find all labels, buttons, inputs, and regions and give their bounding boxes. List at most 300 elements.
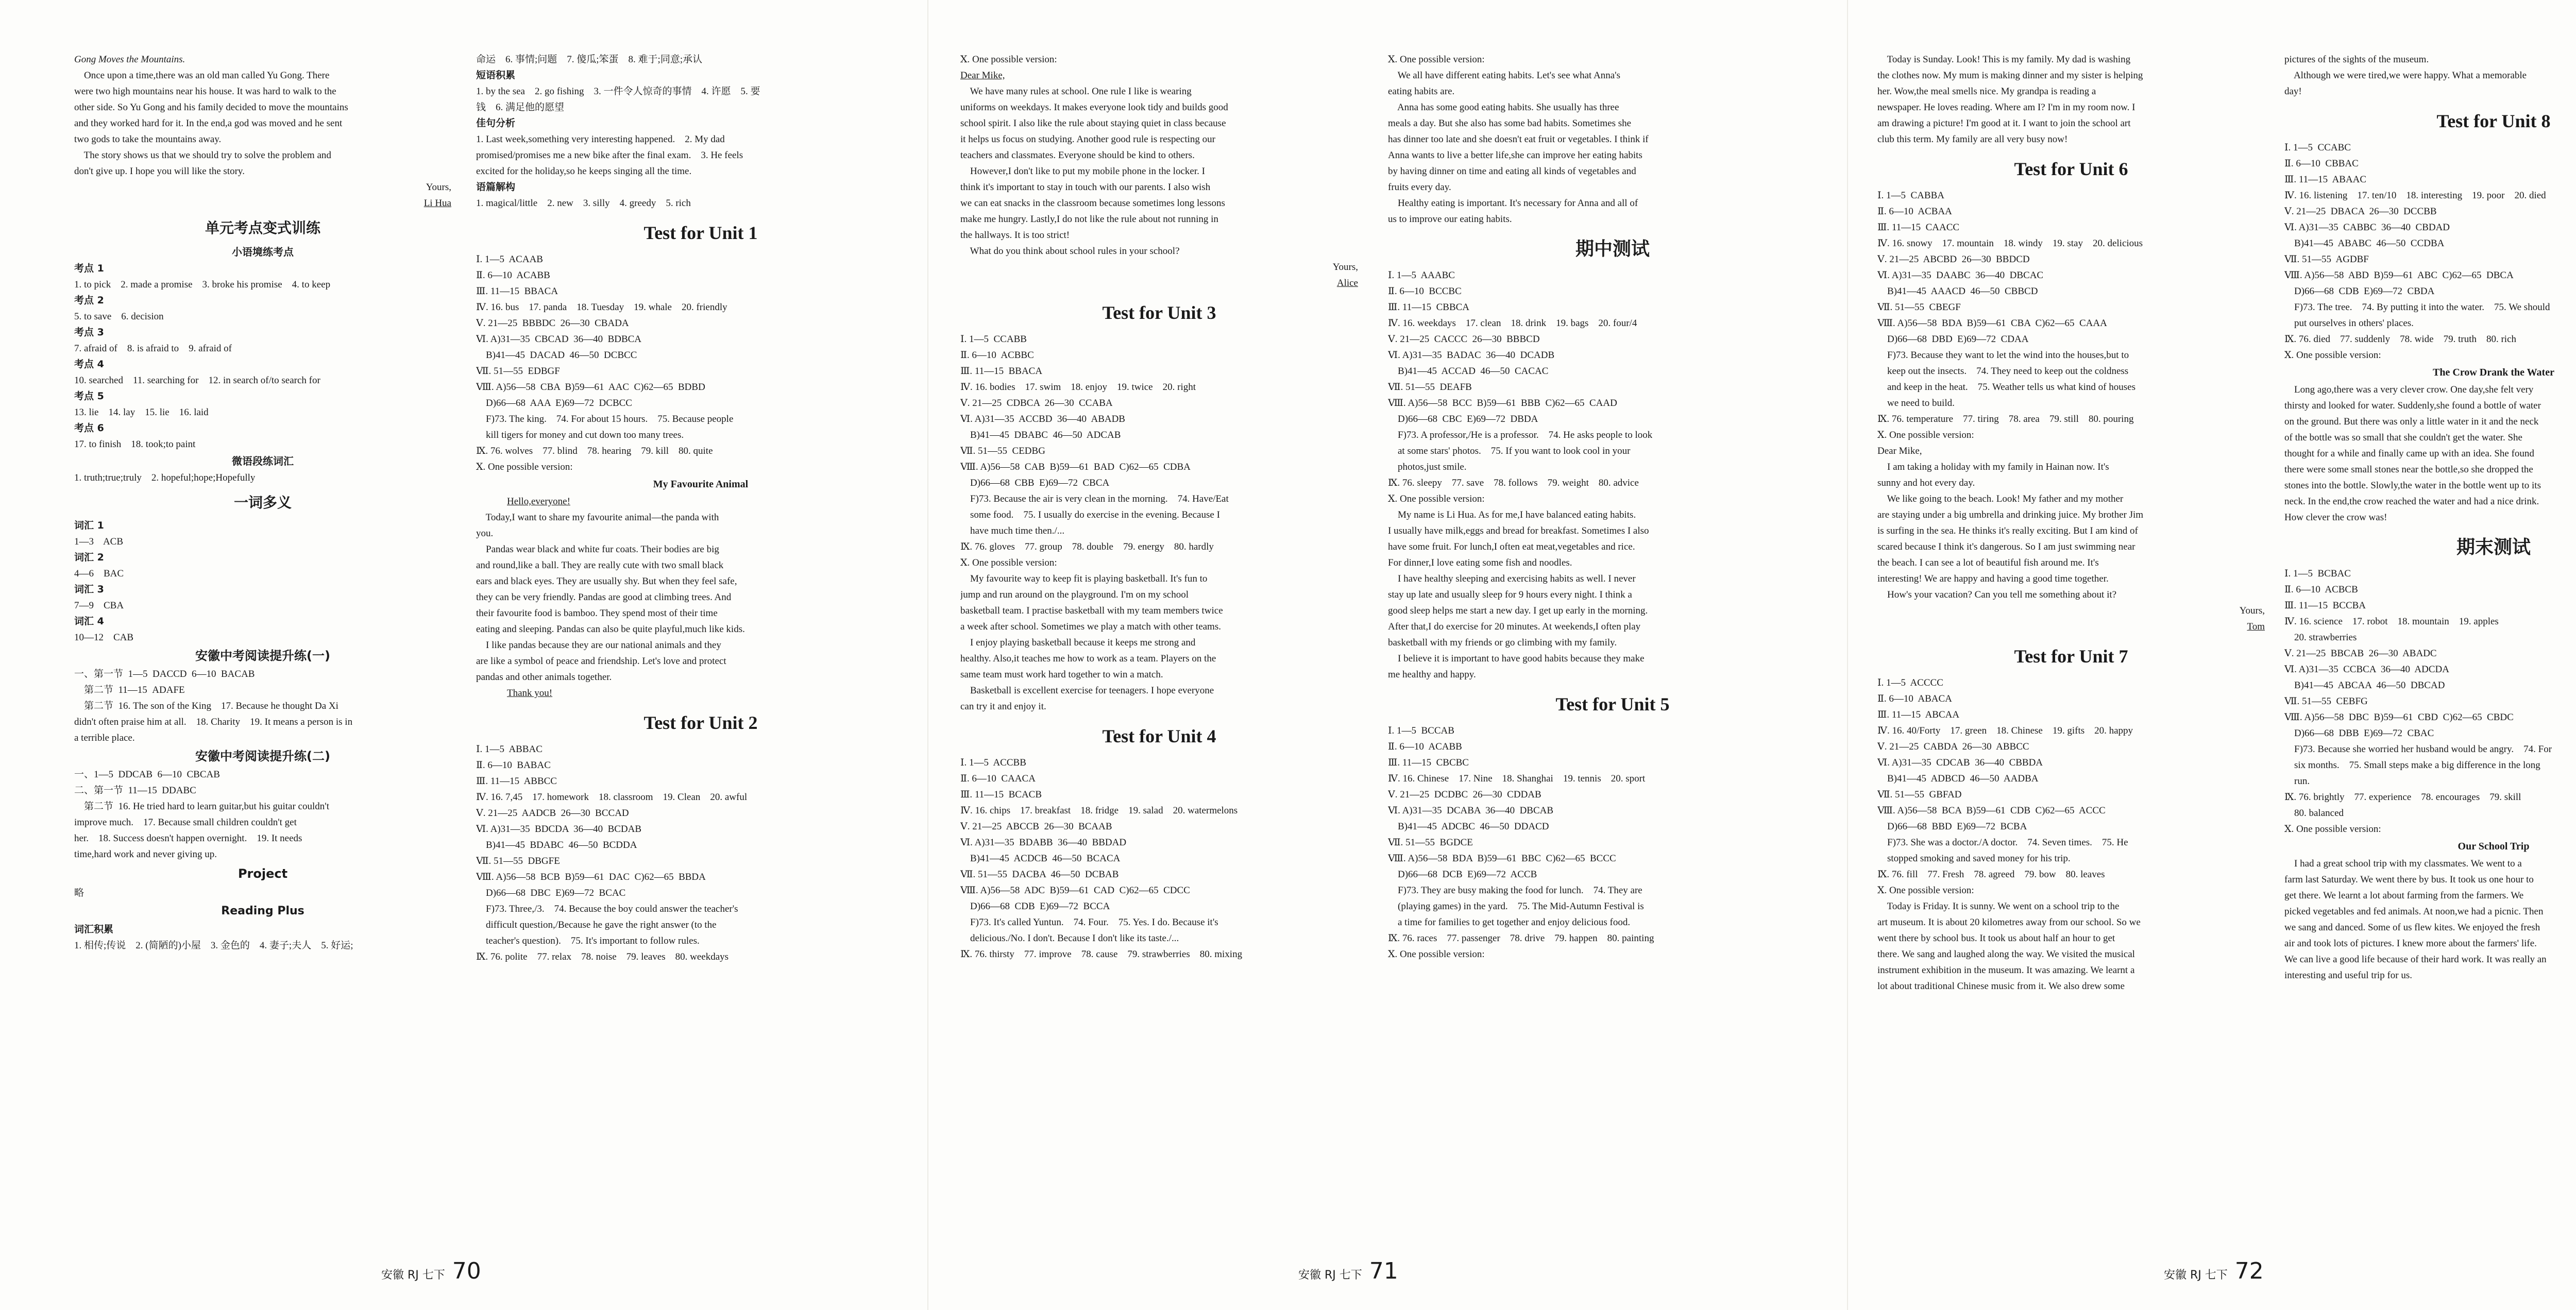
text-line: healthy. Also,it teaches me how to work as a team. Players on the xyxy=(960,653,1216,664)
text-line: Ⅸ. 76. polite 77. relax 78. noise 79. leaves 80. weekdays xyxy=(476,951,729,962)
text-line: Ⅱ. 6—10 BABAC xyxy=(476,760,551,771)
text-line: Ⅶ. 51—55 CEDBG xyxy=(960,446,1045,456)
text-line: Ⅵ. A)31—35 DAABC 36—40 DBCAC xyxy=(1877,270,2044,281)
text-line: there were some small stones near the bottle,so she dropped the xyxy=(2284,464,2533,475)
test-unit-2-answers xyxy=(476,741,925,965)
test-unit-4-title: Test for Unit 4 xyxy=(1102,726,1216,746)
text-line: B)41—45 ABCAA 46—50 DBCAD xyxy=(2284,680,2445,691)
text-line: thought for a while and finally came up with an idea. She found xyxy=(2284,448,2534,459)
text-line: art museum. It is about 20 kilometres away from our school. So we xyxy=(1877,917,2141,928)
text-line: Ⅱ. 6—10 CAACA xyxy=(960,773,1036,784)
text-line: 20. strawberries xyxy=(2284,632,2357,643)
text-line: by having dinner on time and eating all kinds of vegetables and xyxy=(1388,166,1636,177)
text-line: Ⅳ. 16. snowy 17. mountain 18. windy 19. stay 20. delicious xyxy=(1877,238,2143,249)
text-line: Ⅲ. 11—15 CBCBC xyxy=(1388,757,1469,768)
text-line: Ⅵ. A)31—35 DCABA 36—40 DBCAB xyxy=(1388,805,1554,816)
text-line: has dinner too late and she doesn't eat fruit or vegetables. I think if xyxy=(1388,134,1649,145)
test-unit-4-answers xyxy=(960,755,1358,962)
text-line: F)73. The tree. 74. By putting it into the water. 75. We should xyxy=(2284,302,2550,313)
essay-favourite-animal xyxy=(476,509,925,685)
text-line: 词汇积累 xyxy=(74,924,114,935)
text-line: at some stars' photos. 75. If you want to look cool in your xyxy=(1388,446,1631,456)
text-line: her. 18. Success doesn't happen overnight. 19. It needs xyxy=(74,833,302,844)
text-line: newspaper. He loves reading. Where am I? I'm in my room now. I xyxy=(1877,102,2136,113)
text-line: Ⅹ. One possible version: xyxy=(1388,494,1485,504)
sign-name: Tom xyxy=(2247,621,2265,632)
text-line: Pandas wear black and white fur coats. Their bodies are big xyxy=(476,544,719,555)
text-line: Ⅳ. 16. bodies 17. swim 18. enjoy 19. twice 20. right xyxy=(960,382,1196,393)
page-footer-71 xyxy=(1298,1258,1398,1294)
text-line: 1—3 ACB xyxy=(74,536,124,547)
text-line: instrument exhibition in the museum. It was amazing. We learnt a xyxy=(1877,965,2135,976)
text-line: difficult question,/Because he gave the right answer (to the xyxy=(476,920,717,930)
text-line: Ⅲ. 11—15 BBACA xyxy=(960,366,1043,377)
page-footer-70 xyxy=(381,1258,481,1294)
text-line: F)73. The king. 74. For about 15 hours. 75. Because people xyxy=(476,414,734,424)
text-line: Ⅴ. 21—25 ABCBD 26—30 BBDCD xyxy=(1877,254,2030,265)
text-line: 二、第一节 11—15 DDABC xyxy=(74,785,196,796)
text-line: uniforms on weekdays. It makes everyone look tidy and builds good xyxy=(960,102,1228,113)
text-line: don't give up. I hope you will like the story. xyxy=(74,166,245,177)
text-line: B)41—45 ACCAD 46—50 CACAC xyxy=(1388,366,1549,377)
text-line: 13. lie 14. lay 15. lie 16. laid xyxy=(74,407,209,418)
text-line: B)41—45 BDABC 46—50 BCDDA xyxy=(476,840,637,850)
footer-label: 安徽 RJ 七下 xyxy=(2164,1269,2228,1282)
text-line: their favourite food is bamboo. They spend most of their time xyxy=(476,608,718,619)
text-line: Ⅹ. One possible version: xyxy=(1877,430,1974,440)
text-line: 1. Last week,something very interesting happened. 2. My dad xyxy=(476,134,725,145)
text-line: didn't often praise him at all. 18. Charity 19. It means a person is in xyxy=(74,717,353,727)
text-line: photos,just smile. xyxy=(1388,462,1467,472)
text-line: 词汇 4 xyxy=(74,616,104,627)
text-line: a week after school. Sometimes we play a match with other teams. xyxy=(960,621,1221,632)
text-line: am drawing a picture! I'm good at it. I want to join the school art xyxy=(1877,118,2131,129)
text-line: good sleep helps me start a new day. I get up early in the morning. xyxy=(1388,605,1648,616)
subtitle-weiyu: 微语段练词汇 xyxy=(232,455,294,467)
text-line: We all have different eating habits. Let's see what Anna's xyxy=(1388,70,1620,81)
unit-title: 单元考点变式训练 xyxy=(205,219,320,236)
text-line: 5. to save 6. decision xyxy=(74,311,164,322)
text-line: on the ground. But there was only a little water in it and the neck xyxy=(2284,416,2539,427)
text-line: However,I don't like to put my mobile phone in the locker. I xyxy=(960,166,1205,177)
text-line: school spirit. I also like the rule about staying quiet in class because xyxy=(960,118,1226,129)
text-line: Ⅰ. 1—5 CABBA xyxy=(1877,190,1944,201)
text-line: The story shows us that we should try to solve the problem and xyxy=(74,150,331,161)
text-line: Ⅶ. 51—55 DBGFE xyxy=(476,856,560,866)
text-line: Ⅵ. A)31—35 ACCBD 36—40 ABADB xyxy=(960,414,1125,424)
text-line: Healthy eating is important. It's necessary for Anna and all of xyxy=(1388,198,1638,209)
text-line: F)73. A professor,/He is a professor. 74. He asks people to look xyxy=(1388,430,1653,440)
text-line: Today is Friday. It is sunny. We went on a school trip to the xyxy=(1877,901,2120,912)
text-line: 第二节 16. He tried hard to learn guitar,but his guitar couldn't xyxy=(74,801,329,812)
text-line: Ⅶ. 51—55 DEAFB xyxy=(1388,382,1472,393)
kaodian-answers xyxy=(74,261,451,452)
text-line: Ⅴ. 21—25 DBACA 26—30 DCCBB xyxy=(2284,206,2437,217)
text-line: B)41—45 ACDCB 46—50 BCACA xyxy=(960,853,1121,864)
text-line: Ⅴ. 21—25 BBBDC 26—30 CBADA xyxy=(476,318,629,329)
text-line: excited for the holiday,so he keeps singing all the time. xyxy=(476,166,692,177)
text-line: Ⅷ. A)56—58 ADC B)59—61 CAD C)62—65 CDCC xyxy=(960,885,1190,896)
test-unit-5-title: Test for Unit 5 xyxy=(1555,694,1670,714)
column-3 xyxy=(958,52,1360,1257)
text-line: air and took lots of pictures. I knew more about the farmers' life. xyxy=(2284,938,2537,949)
text-line: Ⅶ. 51—55 BGDCE xyxy=(1388,837,1473,848)
text-line: Ⅰ. 1—5 ACCBB xyxy=(960,757,1026,768)
text-line: Ⅷ. A)56—58 BCC B)59—61 BBB C)62—65 CAAD xyxy=(1388,398,1617,409)
text-line: Ⅳ. 16. bus 17. panda 18. Tuesday 19. whale 20. friendly xyxy=(476,302,727,313)
project-title: Project xyxy=(238,866,288,881)
text-line: 一、第一节 1—5 DACCD 6—10 BACAB xyxy=(74,669,255,679)
text-line: Ⅵ. A)31—35 CBCAD 36—40 BDBCA xyxy=(476,334,642,345)
test-unit-7-essay-end xyxy=(2284,52,2576,99)
text-line: D)66—68 DBC E)69—72 BCAC xyxy=(476,888,626,898)
text-line: 命运 6. 事情;问题 7. 傻瓜;笨蛋 8. 难于;同意;承认 xyxy=(476,54,703,65)
text-line: stay up late and usually sleep for 9 hours every night. I think a xyxy=(1388,589,1632,600)
text-line: We like going to the beach. Look! My father and my mother xyxy=(1877,494,2124,504)
text-line: D)66—68 DBB E)69—72 CBAC xyxy=(2284,728,2434,739)
text-line: Ⅴ. 21—25 CABDA 26—30 ABBCC xyxy=(1877,741,2029,752)
column-4 xyxy=(1386,52,1839,1257)
test-unit-6-answers xyxy=(1877,188,2265,603)
text-line: Ⅷ. A)56—58 CBA B)59—61 AAC C)62—65 BDBD xyxy=(476,382,705,393)
text-line: other side. So Yu Gong and his family decided to move the mountains xyxy=(74,102,348,113)
text-line: D)66—68 CBB E)69—72 CBCA xyxy=(960,478,1110,488)
text-line: Ⅸ. 76. temperature 77. tiring 78. area 79. still 80. pouring xyxy=(1877,414,2134,424)
reading-plus-title: Reading Plus xyxy=(221,905,304,917)
text-line: 7—9 CBA xyxy=(74,600,124,611)
text-line: Today,I want to share my favourite animal—the panda with xyxy=(476,512,719,523)
text-line: Ⅴ. 21—25 AADCB 26—30 BCCAD xyxy=(476,808,629,819)
text-line: Ⅰ. 1—5 ABBAC xyxy=(476,744,543,755)
text-line: Ⅴ. 21—25 ABCCB 26—30 BCAAB xyxy=(960,821,1112,832)
text-line: I have healthy sleeping and exercising habits as well. I never xyxy=(1388,573,1636,584)
text-line: D)66—68 CDB E)69—72 BCCA xyxy=(960,901,1110,912)
text-line: Ⅲ. 11—15 BCCBA xyxy=(2284,600,2366,611)
text-line: get there. We learnt a lot about farming from the farmers. We xyxy=(2284,890,2524,901)
text-line: Although we were tired,we were happy. What a memorable xyxy=(2284,70,2527,81)
anhui2-title: 安徽中考阅读提升练(二) xyxy=(195,749,330,763)
text-line: Ⅲ. 11—15 BBACA xyxy=(476,286,558,297)
text-line: Ⅱ. 6—10 BCCBC xyxy=(1388,286,1462,297)
text-line: D)66—68 AAA E)69—72 DCBCC xyxy=(476,398,632,409)
text-line: meals a day. But she also has some bad habits. Sometimes she xyxy=(1388,118,1632,129)
midterm-title: 期中测试 xyxy=(1575,239,1650,259)
text-line: and they worked hard for it. In the end,a god was moved and he sent xyxy=(74,118,343,129)
test-unit-6-title: Test for Unit 6 xyxy=(2014,159,2128,179)
text-line: Ⅲ. 11—15 BCACB xyxy=(960,789,1042,800)
text-line: Ⅴ. 21—25 BBCAB 26—30 ABADC xyxy=(2284,648,2437,659)
text-line: Anna wants to live a better life,she can improve her eating habits xyxy=(1388,150,1642,161)
test-unit-3-title: Test for Unit 3 xyxy=(1102,302,1216,323)
text-line: I usually have milk,eggs and bread for breakfast. Sometimes I also xyxy=(1388,525,1649,536)
text-line: can try it and enjoy it. xyxy=(960,701,1046,712)
text-line: there. We sang and laughed along the way. We visited the musical xyxy=(1877,949,2135,960)
text-line: What do you think about school rules in your school? xyxy=(960,246,1180,257)
text-line: 80. balanced xyxy=(2284,808,2344,819)
text-line: B)41—45 DBABC 46—50 ADCAB xyxy=(960,430,1121,440)
text-line: B)41—45 DACAD 46—50 DCBCC xyxy=(476,350,637,361)
text-line: basketball with my friends or go climbing with my family. xyxy=(1388,637,1617,648)
text-line: Once upon a time,there was an old man called Yu Gong. There xyxy=(74,70,330,81)
text-line: put ourselves in others' places. xyxy=(2284,318,2414,329)
text-line: you. xyxy=(476,528,494,539)
text-line: I had a great school trip with my classmates. We went to a xyxy=(2284,858,2522,869)
text-line: farm last Saturday. We went there by bus. It took us one hour to xyxy=(2284,874,2534,885)
text-line: F)73. They are busy making the food for lunch. 74. They are xyxy=(1388,885,1642,896)
anhui2-answers xyxy=(74,767,451,862)
text-line: Ⅹ. One possible version: xyxy=(960,54,1057,65)
text-line: Long ago,there was a very clever crow. One day,she felt very xyxy=(2284,384,2534,395)
test-unit-3-answers xyxy=(960,331,1358,714)
text-line: club this term. My family are all very busy now! xyxy=(1877,134,2068,145)
crow-essay-title: The Crow Drank the Water xyxy=(2433,367,2554,378)
text-line: We can live a good life because of their hard work. It was really an xyxy=(2284,954,2547,965)
text-line: ears and black eyes. They are usually shy. But when they feel safe, xyxy=(476,576,737,587)
text-line: F)73. It's called Yuntun. 74. Four. 75. Yes. I do. Because it's xyxy=(960,917,1218,928)
text-line: Ⅸ. 76. fill 77. Fresh 78. agreed 79. bow 80. leaves xyxy=(1877,869,2105,880)
test-unit-7-title: Test for Unit 7 xyxy=(2014,646,2128,667)
text-line: 1. magical/little 2. new 3. silly 4. greedy 5. rich xyxy=(476,198,691,209)
text-line: we can eat snacks in the classroom because sometimes long lessons xyxy=(960,198,1225,209)
text-line: Ⅶ. 51—55 CEBFG xyxy=(2284,696,2368,707)
test-unit-4-essay xyxy=(1388,52,1837,227)
yici-title: 一词多义 xyxy=(233,494,292,511)
text-line: F)73. She was a doctor./A doctor. 74. Seven times. 75. He xyxy=(1877,837,2128,848)
text-line: How clever the crow was! xyxy=(2284,512,2387,523)
text-line: Ⅹ. One possible version: xyxy=(1877,885,1974,896)
text-line: My name is Li Hua. As for me,I have balanced eating habits. xyxy=(1388,509,1636,520)
text-line: have some fruit. For lunch,I often eat meat,vegetables and rice. xyxy=(1388,541,1635,552)
text-line: 4—6 BAC xyxy=(74,568,124,579)
text-line: think it's important to stay in touch with our parents. I also wish xyxy=(960,182,1211,193)
text-line: her. Wow,the meal smells nice. My grandpa is reading a xyxy=(1877,86,2096,97)
text-line: Ⅱ. 6—10 ACABB xyxy=(476,270,550,281)
test-unit-2-continued xyxy=(960,52,1358,67)
text-line: we need to build. xyxy=(1877,398,1955,409)
page-number: 70 xyxy=(452,1258,481,1284)
text-line: Ⅱ. 6—10 ACABB xyxy=(1388,741,1462,752)
text-line: Ⅸ. 76. races 77. passenger 78. drive 79. happen 80. painting xyxy=(1388,933,1654,944)
text-line: and keep in the heat. 75. Weather tells us what kind of houses xyxy=(1877,382,2136,393)
text-line: Ⅵ. A)31—35 CCBCA 36—40 ADCDA xyxy=(2284,664,2449,675)
text-line: Ⅰ. 1—5 BCCAB xyxy=(1388,725,1454,736)
test-unit-8-answers xyxy=(2284,140,2576,363)
letter-school-rules xyxy=(960,83,1358,259)
text-line: Ⅸ. 76. died 77. suddenly 78. wide 79. truth 80. rich xyxy=(2284,334,2517,345)
text-line: Ⅳ. 16. weekdays 17. clean 18. drink 19. bags 20. four/4 xyxy=(1388,318,1637,329)
text-line: they can be very friendly. Pandas are good at climbing trees. And xyxy=(476,592,732,603)
text-line: us to improve our eating habits. xyxy=(1388,214,1512,225)
text-line: Ⅲ. 11—15 ABBCC xyxy=(476,776,557,787)
text-line: Ⅸ. 76. gloves 77. group 78. double 79. energy 80. hardly xyxy=(960,541,1214,552)
text-line: the hallways. It is too strict! xyxy=(960,230,1070,241)
page-fold-2 xyxy=(1847,0,1848,1310)
column-5 xyxy=(1875,52,2267,1257)
text-line: D)66—68 DCB E)69—72 ACCB xyxy=(1388,869,1537,880)
text-line: teacher's question). 75. It's important to follow rules. xyxy=(476,935,700,946)
reading-vocab xyxy=(74,922,451,954)
text-line: Ⅸ. 76. wolves 77. blind 78. hearing 79. kill 80. quite xyxy=(476,446,713,456)
text-line: it helps us focus on studying. Another good rule is respecting our xyxy=(960,134,1215,145)
text-line: interesting! We are happy and having a good time together. xyxy=(1877,573,2109,584)
text-line: run. xyxy=(2284,776,2310,787)
text-line: is surfing in the sea. He thinks it's really exciting. But I am kind of xyxy=(1877,525,2138,536)
text-line: Dear Mike, xyxy=(1877,446,1922,456)
text-line: Ⅳ. 16. Chinese 17. Nine 18. Shanghai 19. tennis 20. sport xyxy=(1388,773,1646,784)
text-line: Today is Sunday. Look! This is my family. My dad is washing xyxy=(1877,54,2131,65)
text-line: Ⅵ. A)31—35 BDABB 36—40 BBDAD xyxy=(960,837,1127,848)
text-line: same team must work hard together to win a match. xyxy=(960,669,1163,680)
text-line: 钱 6. 满足他的愿望 xyxy=(476,102,565,113)
text-line: Ⅱ. 6—10 ACBBC xyxy=(960,350,1034,361)
text-line: Ⅶ. 51—55 EDBGF xyxy=(476,366,560,377)
text-line: stopped smoking and saved money for his trip. xyxy=(1877,853,2071,864)
text-line: stones into the bottle. Slowly,the water in the bottle went up to its xyxy=(2284,480,2541,491)
text-line: F)73. Because the air is very clean in the morning. 74. Have/Eat xyxy=(960,494,1229,504)
text-line: Ⅹ. One possible version: xyxy=(960,557,1057,568)
text-line: Ⅹ. One possible version: xyxy=(2284,824,2381,835)
text-line: 1. to pick 2. made a promise 3. broke his promise 4. to keep xyxy=(74,279,331,290)
text-line: scared because I think it's dangerous. So I am just swimming near xyxy=(1877,541,2136,552)
text-line: the beach. I can see a lot of beautiful fish around me. It's xyxy=(1877,557,2099,568)
text-line: Ⅹ. One possible version: xyxy=(1388,54,1485,65)
story-title: Gong Moves the Mountains. xyxy=(74,54,185,65)
text-line: Ⅱ. 6—10 CBBAC xyxy=(2284,158,2359,169)
sign-name: Alice xyxy=(1336,278,1358,288)
text-line: are staying under a big umbrella and drinking juice. My brother Jim xyxy=(1877,509,2144,520)
text-line: promised/promises me a new bike after the final exam. 3. He feels xyxy=(476,150,743,161)
text-line: two gods to take the mountains away. xyxy=(74,134,222,145)
text-line: fruits every day. xyxy=(1388,182,1451,193)
final-exam-title: 期末测试 xyxy=(2456,537,2531,557)
text-line: 词汇 3 xyxy=(74,584,104,595)
text-line: 17. to finish 18. took;to paint xyxy=(74,439,196,450)
text-line: Ⅰ. 1—5 AAABC xyxy=(1388,270,1455,281)
text-line: thirsty and looked for water. Suddenly,she found a bottle of water xyxy=(2284,400,2541,411)
text-line: Ⅹ. One possible version: xyxy=(2284,350,2381,361)
school-trip-essay xyxy=(2284,856,2576,983)
text-line: I believe it is important to have good habits because they make xyxy=(1388,653,1645,664)
page-number: 72 xyxy=(2234,1258,2264,1284)
text-line: I like pandas because they are our national animals and they xyxy=(476,640,721,651)
text-line: Ⅵ. A)31—35 CABBC 36—40 CBDAD xyxy=(2284,222,2450,233)
weiyu-answers: 1. truth;true;truly 2. hopeful;hope;Hopefully xyxy=(74,472,256,483)
text-line: 1. by the sea 2. go fishing 3. 一件令人惊奇的事情 4. 许愿 5. 要 xyxy=(476,86,760,97)
text-line: We have many rules at school. One rule I like is wearing xyxy=(960,86,1192,97)
text-line: Ⅲ. 11—15 CBBCA xyxy=(1388,302,1470,313)
text-line: time,hard work and never giving up. xyxy=(74,849,217,860)
story-text xyxy=(74,67,451,179)
text-line: me healthy and happy. xyxy=(1388,669,1476,680)
test-unit-7-answers xyxy=(1877,675,2265,994)
text-line: Ⅳ. 16. 7,45 17. homework 18. classroom 19. Clean 20. awful xyxy=(476,792,748,803)
text-line: 佳句分析 xyxy=(476,117,516,129)
text-line: B)41—45 ADBCD 46—50 AADBA xyxy=(1877,773,2039,784)
text-line: Ⅰ. 1—5 CCABB xyxy=(960,334,1027,345)
text-line: make me hungry. Lastly,I do not like the rule about not running in xyxy=(960,214,1218,225)
text-line: For dinner,I love eating some fish and noodles. xyxy=(1388,557,1572,568)
text-line: jump and run around on the playground. I'm on my school xyxy=(960,589,1189,600)
text-line: pictures of the sights of the museum. xyxy=(2284,54,2429,65)
text-line: Ⅸ. 76. thirsty 77. improve 78. cause 79. strawberries 80. mixing xyxy=(960,949,1243,960)
text-line: basketball team. I practise basketball with my team members twice xyxy=(960,605,1223,616)
essay-greeting: Hello,everyone! xyxy=(507,496,570,507)
text-line: keep out the insects. 74. They need to keep out the coldness xyxy=(1877,366,2129,377)
essay-thanks: Thank you! xyxy=(507,688,553,699)
text-line: 第二节 11—15 ADAFE xyxy=(74,685,185,695)
page-footer-72 xyxy=(2164,1258,2264,1294)
text-line: Ⅷ. A)56—58 BCA B)59—61 CDB C)62—65 ACCC xyxy=(1877,805,2106,816)
subtitle-kaodian: 小语境练考点 xyxy=(232,246,294,258)
text-line: 词汇 1 xyxy=(74,520,104,531)
text-line: Ⅵ. A)31—35 CDCAB 36—40 CBBDA xyxy=(1877,757,2043,768)
text-line: 10. searched 11. searching for 12. in search of/to search for xyxy=(74,375,320,386)
text-line: a terrible place. xyxy=(74,733,135,743)
text-line: 1. 相传;传说 2. (简陋的)小屋 3. 金色的 4. 妻子;夫人 5. 好运; xyxy=(74,940,353,951)
reading-plus-continued xyxy=(476,52,925,211)
text-line: some food. 75. I usually do exercise in the evening. Because I xyxy=(960,509,1220,520)
text-line: neck. In the end,the crow reached the water and had a nice drink. xyxy=(2284,496,2539,507)
text-line: Ⅴ. 21—25 CACCC 26—30 BBBCD xyxy=(1388,334,1540,345)
text-line: After that,I do exercise for 20 minutes. At weekends,I often play xyxy=(1388,621,1641,632)
sign-yours: Yours, xyxy=(426,182,451,193)
text-line: went there by school bus. It took us about half an hour to get xyxy=(1877,933,2115,944)
column-1 xyxy=(72,52,453,1257)
text-line: Anna has some good eating habits. She usually has three xyxy=(1388,102,1619,113)
text-line: D)66—68 CDB E)69—72 CBDA xyxy=(2284,286,2435,297)
test-unit-1-title: Test for Unit 1 xyxy=(643,223,758,243)
text-line: Ⅳ. 16. chips 17. breakfast 18. fridge 19. salad 20. watermelons xyxy=(960,805,1238,816)
text-line: Ⅹ. One possible version: xyxy=(476,462,573,472)
text-line: Ⅷ. A)56—58 CAB B)59—61 BAD C)62—65 CDBA xyxy=(960,462,1191,472)
text-line: 考点 4 xyxy=(74,359,104,370)
text-line: Ⅷ. A)56—58 BCB B)59—61 DAC C)62—65 BBDA xyxy=(476,872,706,882)
midterm-answers xyxy=(1388,267,1837,683)
text-line: Ⅳ. 16. science 17. robot 18. mountain 19. apples xyxy=(2284,616,2499,627)
text-line: Ⅵ. A)31—35 BDCDA 36—40 BCDAB xyxy=(476,824,642,835)
sign-yours: Yours, xyxy=(2239,605,2265,616)
text-line: D)66—68 CBC E)69—72 DBDA xyxy=(1388,414,1538,424)
text-line: Ⅰ. 1—5 CCABC xyxy=(2284,142,2351,153)
text-line: I enjoy playing basketball because it keeps me strong and xyxy=(960,637,1196,648)
text-line: day! xyxy=(2284,86,2302,97)
final-exam-answers xyxy=(2284,566,2576,837)
text-line: B)41—45 AAACD 46—50 CBBCD xyxy=(1877,286,2038,297)
essay-favourite-animal-title: My Favourite Animal xyxy=(653,479,749,490)
footer-label: 安徽 RJ 七下 xyxy=(1298,1269,1362,1282)
text-line: Ⅱ. 6—10 ACBCB xyxy=(2284,584,2358,595)
text-line: D)66—68 BBD E)69—72 BCBA xyxy=(1877,821,2027,832)
text-line: Ⅷ. A)56—58 DBC B)59—61 CBD C)62—65 CBDC xyxy=(2284,712,2514,723)
text-line: Ⅷ. A)56—58 BDA B)59—61 CBA C)62—65 CAAA xyxy=(1877,318,2107,329)
text-line: Ⅳ. 16. listening 17. ten/10 18. interesting 19. poor 20. died xyxy=(2284,190,2546,201)
text-line: pandas and other animals together. xyxy=(476,672,612,683)
letter-dear: Dear Mike, xyxy=(960,70,1005,81)
text-line: Ⅷ. A)56—58 BDA B)59—61 BBC C)62—65 BCCC xyxy=(1388,853,1616,864)
footer-label: 安徽 RJ 七下 xyxy=(381,1269,445,1282)
text-line: 考点 3 xyxy=(74,327,104,338)
test-unit-5-essay xyxy=(1877,52,2265,147)
text-line: the clothes now. My mum is making dinner and my sister is helping xyxy=(1877,70,2143,81)
text-line: Ⅴ. 21—25 CDBCA 26—30 CCABA xyxy=(960,398,1113,409)
text-line: teachers and classmates. Everyone should be kind to others. xyxy=(960,150,1195,161)
text-line: How's your vacation? Can you tell me something about it? xyxy=(1877,589,2117,600)
lue-text: 略 xyxy=(74,888,84,898)
text-line: Ⅳ. 16. 40/Forty 17. green 18. Chinese 19. gifts 20. happy xyxy=(1877,725,2133,736)
text-line: Ⅸ. 76. brightly 77. experience 78. encourages 79. skill xyxy=(2284,792,2521,803)
cihui-answers xyxy=(74,518,451,645)
test-unit-2-title: Test for Unit 2 xyxy=(643,712,758,733)
